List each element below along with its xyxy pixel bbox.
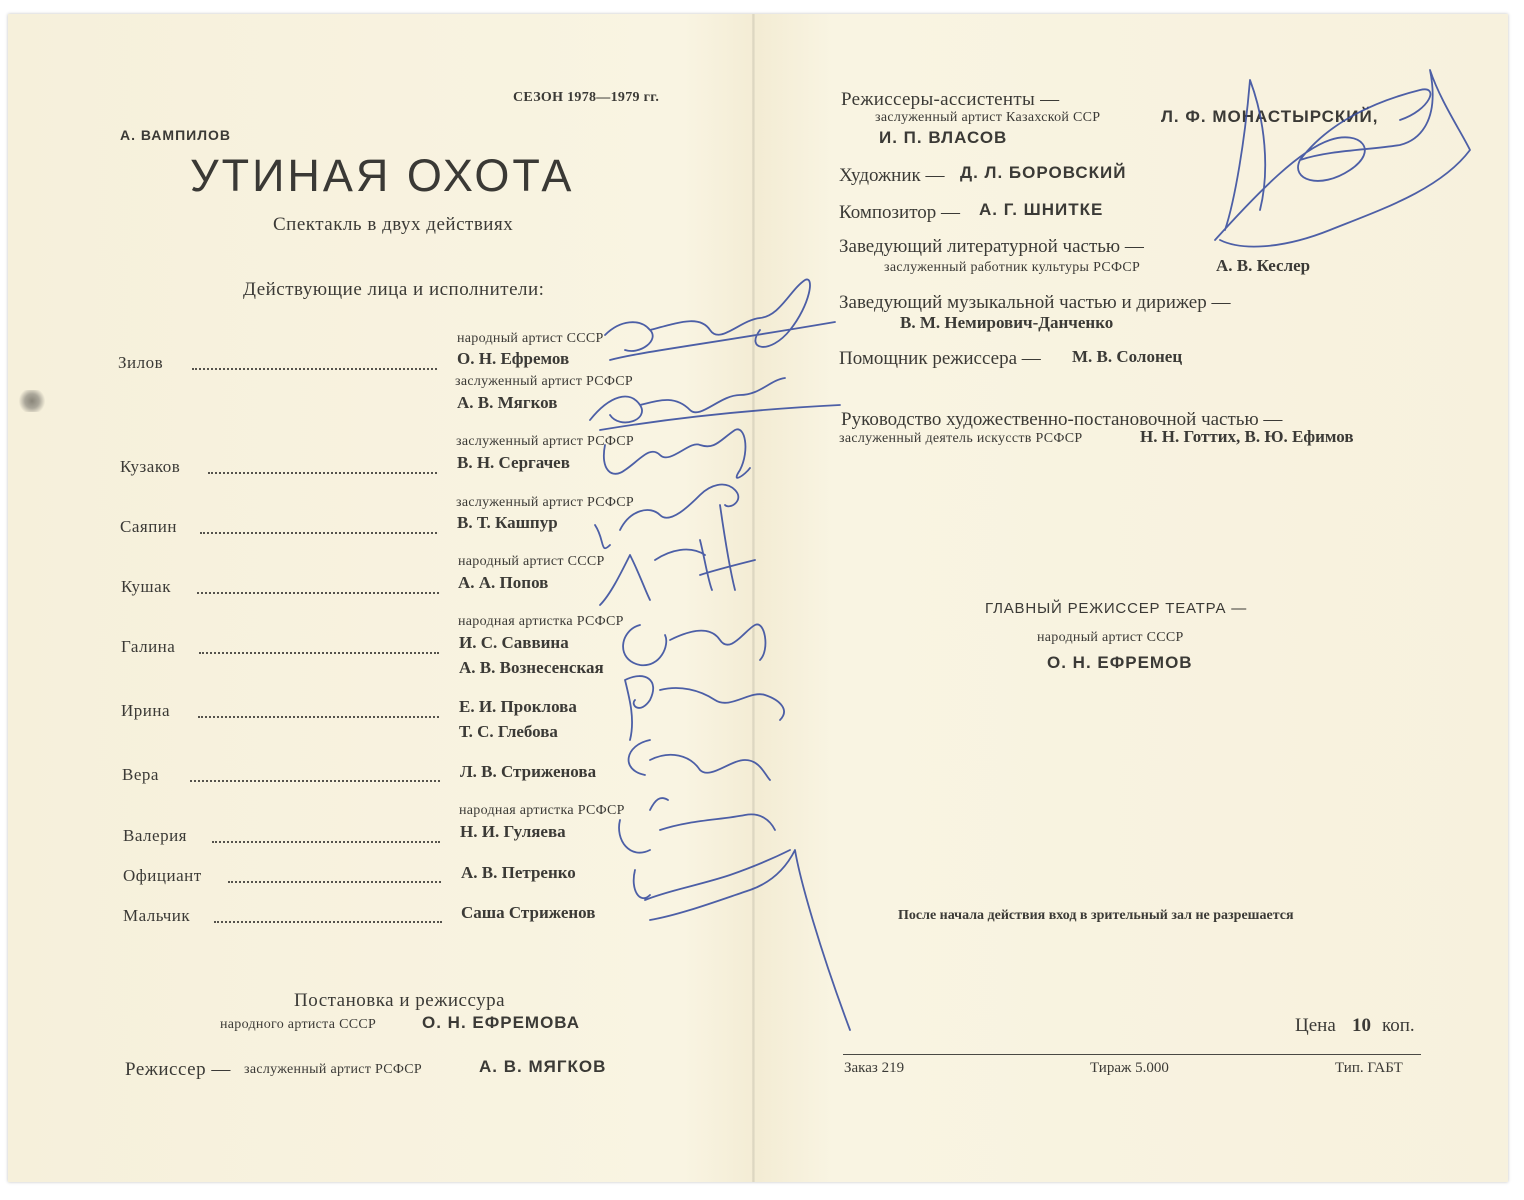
role-name: Кузаков — [120, 457, 181, 476]
director-label: Режиссер — — [125, 1059, 231, 1080]
production-title: заслуженный деятель искусств РСФСР — [839, 431, 1083, 446]
chief-director-label: ГЛАВНЫЙ РЕЖИССЕР ТЕАТРА — — [985, 600, 1248, 617]
composer-name: А. Г. ШНИТКЕ — [979, 200, 1104, 219]
literary-name: А. В. Кеслер — [1216, 256, 1311, 275]
literary-label: Заведующий литературной частью — — [839, 236, 1144, 257]
order-number: Заказ 219 — [844, 1060, 905, 1076]
role-name: Кушак — [121, 577, 171, 596]
actor-name: Саша Стриженов — [461, 903, 596, 922]
leader-dots — [208, 472, 437, 474]
assistant-director-name: М. В. Солонец — [1072, 347, 1183, 366]
leader-dots — [212, 841, 440, 843]
production-label: Руководство художественно-постановочной частью — — [841, 409, 1283, 430]
paper-stain — [18, 390, 46, 412]
leader-dots — [199, 652, 439, 654]
actor-name: А. А. Попов — [458, 573, 549, 592]
center-fold — [752, 14, 755, 1182]
printer: Тип. ГАБТ — [1335, 1060, 1403, 1076]
leader-dots — [214, 921, 442, 923]
actor-name: О. Н. Ефремов — [457, 349, 570, 368]
staging-name: О. Н. ЕФРЕМОВА — [422, 1013, 581, 1032]
actor-title: заслуженный артист РСФСР — [456, 495, 634, 510]
role-name: Вера — [122, 765, 159, 784]
actor-title: народный артист СССР — [458, 554, 605, 569]
music-name: В. М. Немирович-Данченко — [900, 313, 1114, 332]
actor-name: А. В. Вознесенская — [459, 658, 604, 677]
actor-name: Л. В. Стриженова — [460, 762, 597, 781]
actor-name: В. Т. Кашпур — [457, 513, 558, 532]
play-subtitle: Спектакль в двух действиях — [273, 214, 514, 235]
price-value: 10 — [1352, 1015, 1371, 1036]
cast-heading: Действующие лица и исполнители: — [243, 279, 545, 300]
actor-name: Е. И. Проклова — [459, 697, 577, 716]
role-name: Валерия — [123, 826, 187, 845]
assistant-director-label: Помощник режиссера — — [839, 348, 1041, 369]
assistants-title: заслуженный артист Казахской ССР — [875, 110, 1101, 125]
production-names: Н. Н. Готтих, В. Ю. Ефимов — [1140, 427, 1354, 446]
chief-director-name: О. Н. ЕФРЕМОВ — [1047, 653, 1193, 672]
composer-label: Композитор — — [839, 202, 961, 223]
leader-dots — [200, 532, 437, 534]
actor-name: И. С. Саввина — [459, 633, 569, 652]
music-label: Заведующий музыкальной частью и дирижер — — [839, 292, 1231, 313]
author-name: А. ВАМПИЛОВ — [120, 127, 232, 143]
actor-title: народный артист СССР — [457, 331, 604, 346]
price-unit: коп. — [1382, 1015, 1415, 1036]
leader-dots — [197, 592, 439, 594]
actor-title: народная артистка РСФСР — [458, 614, 624, 629]
literary-title: заслуженный работник культуры РСФСР — [884, 260, 1141, 275]
season-label: СЕЗОН 1978—1979 гг. — [513, 90, 660, 105]
actor-name: Т. С. Глебова — [459, 722, 558, 741]
actor-title: заслуженный артист РСФСР — [455, 374, 633, 389]
footer-rule — [843, 1054, 1421, 1055]
entry-notice: После начала действия вход в зрительный зал не разрешается — [898, 908, 1294, 923]
role-name: Галина — [121, 637, 176, 656]
actor-title: заслуженный артист РСФСР — [456, 434, 634, 449]
director-name: А. В. МЯГКОВ — [479, 1057, 607, 1076]
leader-dots — [190, 780, 440, 782]
staging-title: народного артиста СССР — [220, 1017, 377, 1032]
role-name: Мальчик — [123, 906, 191, 925]
leader-dots — [198, 716, 439, 718]
assistant-name: И. П. ВЛАСОВ — [879, 128, 1008, 147]
role-name: Официант — [123, 866, 202, 885]
artist-name: Д. Л. БОРОВСКИЙ — [960, 163, 1127, 182]
assistant-name: Л. Ф. МОНАСТЫРСКИЙ, — [1161, 107, 1379, 126]
play-title: УТИНАЯ ОХОТА — [190, 150, 575, 201]
actor-name: А. В. Мягков — [457, 393, 558, 412]
artist-label: Художник — — [839, 165, 945, 186]
role-name: Ирина — [121, 701, 171, 720]
role-name: Зилов — [118, 353, 164, 372]
print-run: Тираж 5.000 — [1090, 1060, 1169, 1076]
director-title: заслуженный артист РСФСР — [244, 1062, 422, 1077]
staging-label: Постановка и режиссура — [294, 990, 506, 1011]
assistants-label: Режиссеры-ассистенты — — [841, 89, 1060, 110]
role-name: Саяпин — [120, 517, 177, 536]
actor-name: В. Н. Сергачев — [457, 453, 570, 472]
price-label: Цена — [1295, 1015, 1336, 1036]
chief-director-title: народный артист СССР — [1037, 630, 1184, 645]
leader-dots — [192, 368, 437, 370]
actor-name: А. В. Петренко — [461, 863, 576, 882]
actor-title: народная артистка РСФСР — [459, 803, 625, 818]
actor-name: Н. И. Гуляева — [460, 822, 566, 841]
leader-dots — [228, 881, 441, 883]
